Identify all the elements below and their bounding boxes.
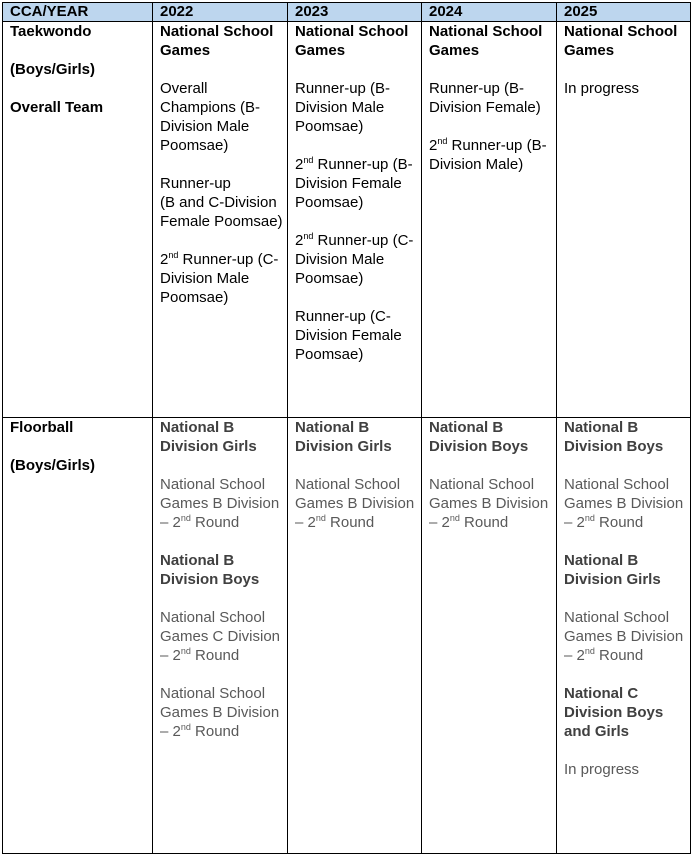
text-part: Round xyxy=(190,723,240,740)
text-part: 2 xyxy=(295,156,304,173)
table-row-floorball xyxy=(3,418,691,854)
text-part: National School Games B Division – 2 xyxy=(160,476,280,531)
text-part: Runner-up (C-Division Female Poomsae) xyxy=(295,308,402,363)
result-cell-2024 xyxy=(422,22,557,418)
header-row xyxy=(3,3,691,22)
text-part: In progress xyxy=(564,761,640,778)
competition-heading xyxy=(429,22,552,60)
text-part: Round xyxy=(190,647,240,664)
competition-heading xyxy=(160,22,283,60)
result-entry xyxy=(160,475,283,532)
header-2022: 2022 xyxy=(153,3,288,22)
text-part: National B Division Boys xyxy=(564,419,664,455)
ordinal-suffix: nd xyxy=(449,513,460,523)
competition-heading xyxy=(564,684,686,741)
text-part: Runner-up (B-Division Male Poomsae) xyxy=(295,80,391,135)
result-entry xyxy=(295,231,417,288)
result-cell-2022 xyxy=(153,418,288,854)
result-cell-2023 xyxy=(288,22,422,418)
result-entry xyxy=(295,307,417,364)
ordinal-suffix: nd xyxy=(168,250,179,260)
text-part: National School Games B Division – 2 xyxy=(295,476,415,531)
competition-heading xyxy=(564,551,686,589)
competition-heading xyxy=(564,418,686,456)
text-part: In progress xyxy=(564,80,640,97)
text-part: National School Games xyxy=(429,23,543,59)
text-part: National School Games C Division – 2 xyxy=(160,609,281,664)
text-part: Runner-up (B-Division Female) xyxy=(429,80,541,116)
text-part: (B and C-Division Female Poomsae) xyxy=(160,194,283,230)
text-part: Runner-up xyxy=(160,175,231,192)
text-part: Round xyxy=(594,514,644,531)
text-part: Round xyxy=(459,514,509,531)
text-part: National School Games B Division – 2 xyxy=(564,609,684,664)
text-part: National School Games xyxy=(295,23,409,59)
result-entry xyxy=(564,608,686,665)
header-2023: 2023 xyxy=(288,3,422,22)
text-part: National School Games B Division – 2 xyxy=(564,476,684,531)
result-entry xyxy=(160,608,283,665)
text-part: Runner-up (C-Division Male Poomsae) xyxy=(295,232,414,287)
cca-detail: (Boys/Girls) xyxy=(10,61,96,78)
result-entry xyxy=(295,79,417,136)
text-part: National School Games xyxy=(564,23,678,59)
text-part: National B Division Girls xyxy=(160,419,257,455)
result-entry xyxy=(295,475,417,532)
table-row-taekwondo xyxy=(3,22,691,418)
text-part: Runner-up (B-Division Male) xyxy=(429,137,547,173)
text-part: Runner-up (B-Division Female Poomsae) xyxy=(295,156,413,211)
text-part: 2 xyxy=(429,137,438,154)
ordinal-suffix: nd xyxy=(315,513,326,523)
ordinal-suffix: nd xyxy=(180,646,191,656)
text-part: Runner-up (C-Division Male Poomsae) xyxy=(160,251,279,306)
cca-cell xyxy=(3,22,153,418)
ordinal-suffix: nd xyxy=(303,231,314,241)
cca-name: Taekwondo xyxy=(10,23,92,40)
cca-detail: (Boys/Girls) xyxy=(10,457,96,474)
ordinal-suffix: nd xyxy=(437,136,448,146)
header-cca-year: CCA/YEAR xyxy=(3,3,153,22)
result-entry xyxy=(429,136,552,174)
ordinal-suffix: nd xyxy=(584,513,595,523)
result-entry xyxy=(429,475,552,532)
competition-heading xyxy=(160,418,283,456)
cca-achievements-table xyxy=(2,2,691,854)
text-part: National School Games B Division – 2 xyxy=(160,685,280,740)
ordinal-suffix: nd xyxy=(303,155,314,165)
text-part: Overall Champions (B-Division Male Poomsae) xyxy=(160,80,261,154)
cca-cell xyxy=(3,418,153,854)
ordinal-suffix: nd xyxy=(180,722,191,732)
result-entry xyxy=(429,79,552,117)
result-entry xyxy=(564,475,686,532)
competition-heading xyxy=(429,418,552,456)
ordinal-suffix: nd xyxy=(180,513,191,523)
result-cell-2024 xyxy=(422,418,557,854)
header-2024: 2024 xyxy=(422,3,557,22)
text-part: Round xyxy=(190,514,240,531)
result-cell-2025 xyxy=(557,22,691,418)
result-cell-2025 xyxy=(557,418,691,854)
result-cell-2022 xyxy=(153,22,288,418)
result-entry xyxy=(564,79,686,98)
text-part: National B Division Boys xyxy=(429,419,529,455)
text-part: National B Division Girls xyxy=(295,419,392,455)
header-2025: 2025 xyxy=(557,3,691,22)
text-part: Round xyxy=(325,514,375,531)
text-part: National B Division Girls xyxy=(564,552,661,588)
text-part: National School Games B Division – 2 xyxy=(429,476,549,531)
text-part: 2 xyxy=(160,251,169,268)
result-entry xyxy=(160,79,283,155)
result-entry xyxy=(160,250,283,307)
cca-name: Floorball xyxy=(10,419,74,436)
text-part: Round xyxy=(594,647,644,664)
competition-heading xyxy=(295,22,417,60)
ordinal-suffix: nd xyxy=(584,646,595,656)
competition-heading xyxy=(564,22,686,60)
text-part: 2 xyxy=(295,232,304,249)
result-entry xyxy=(295,155,417,212)
competition-heading xyxy=(160,551,283,589)
text-part: National C Division Boys and Girls xyxy=(564,685,664,740)
competition-heading xyxy=(295,418,417,456)
result-entry xyxy=(564,760,686,779)
text-part: National School Games xyxy=(160,23,274,59)
cca-detail: Overall Team xyxy=(10,99,104,116)
result-entry xyxy=(160,174,283,231)
result-cell-2023 xyxy=(288,418,422,854)
text-part: National B Division Boys xyxy=(160,552,260,588)
result-entry xyxy=(160,684,283,741)
